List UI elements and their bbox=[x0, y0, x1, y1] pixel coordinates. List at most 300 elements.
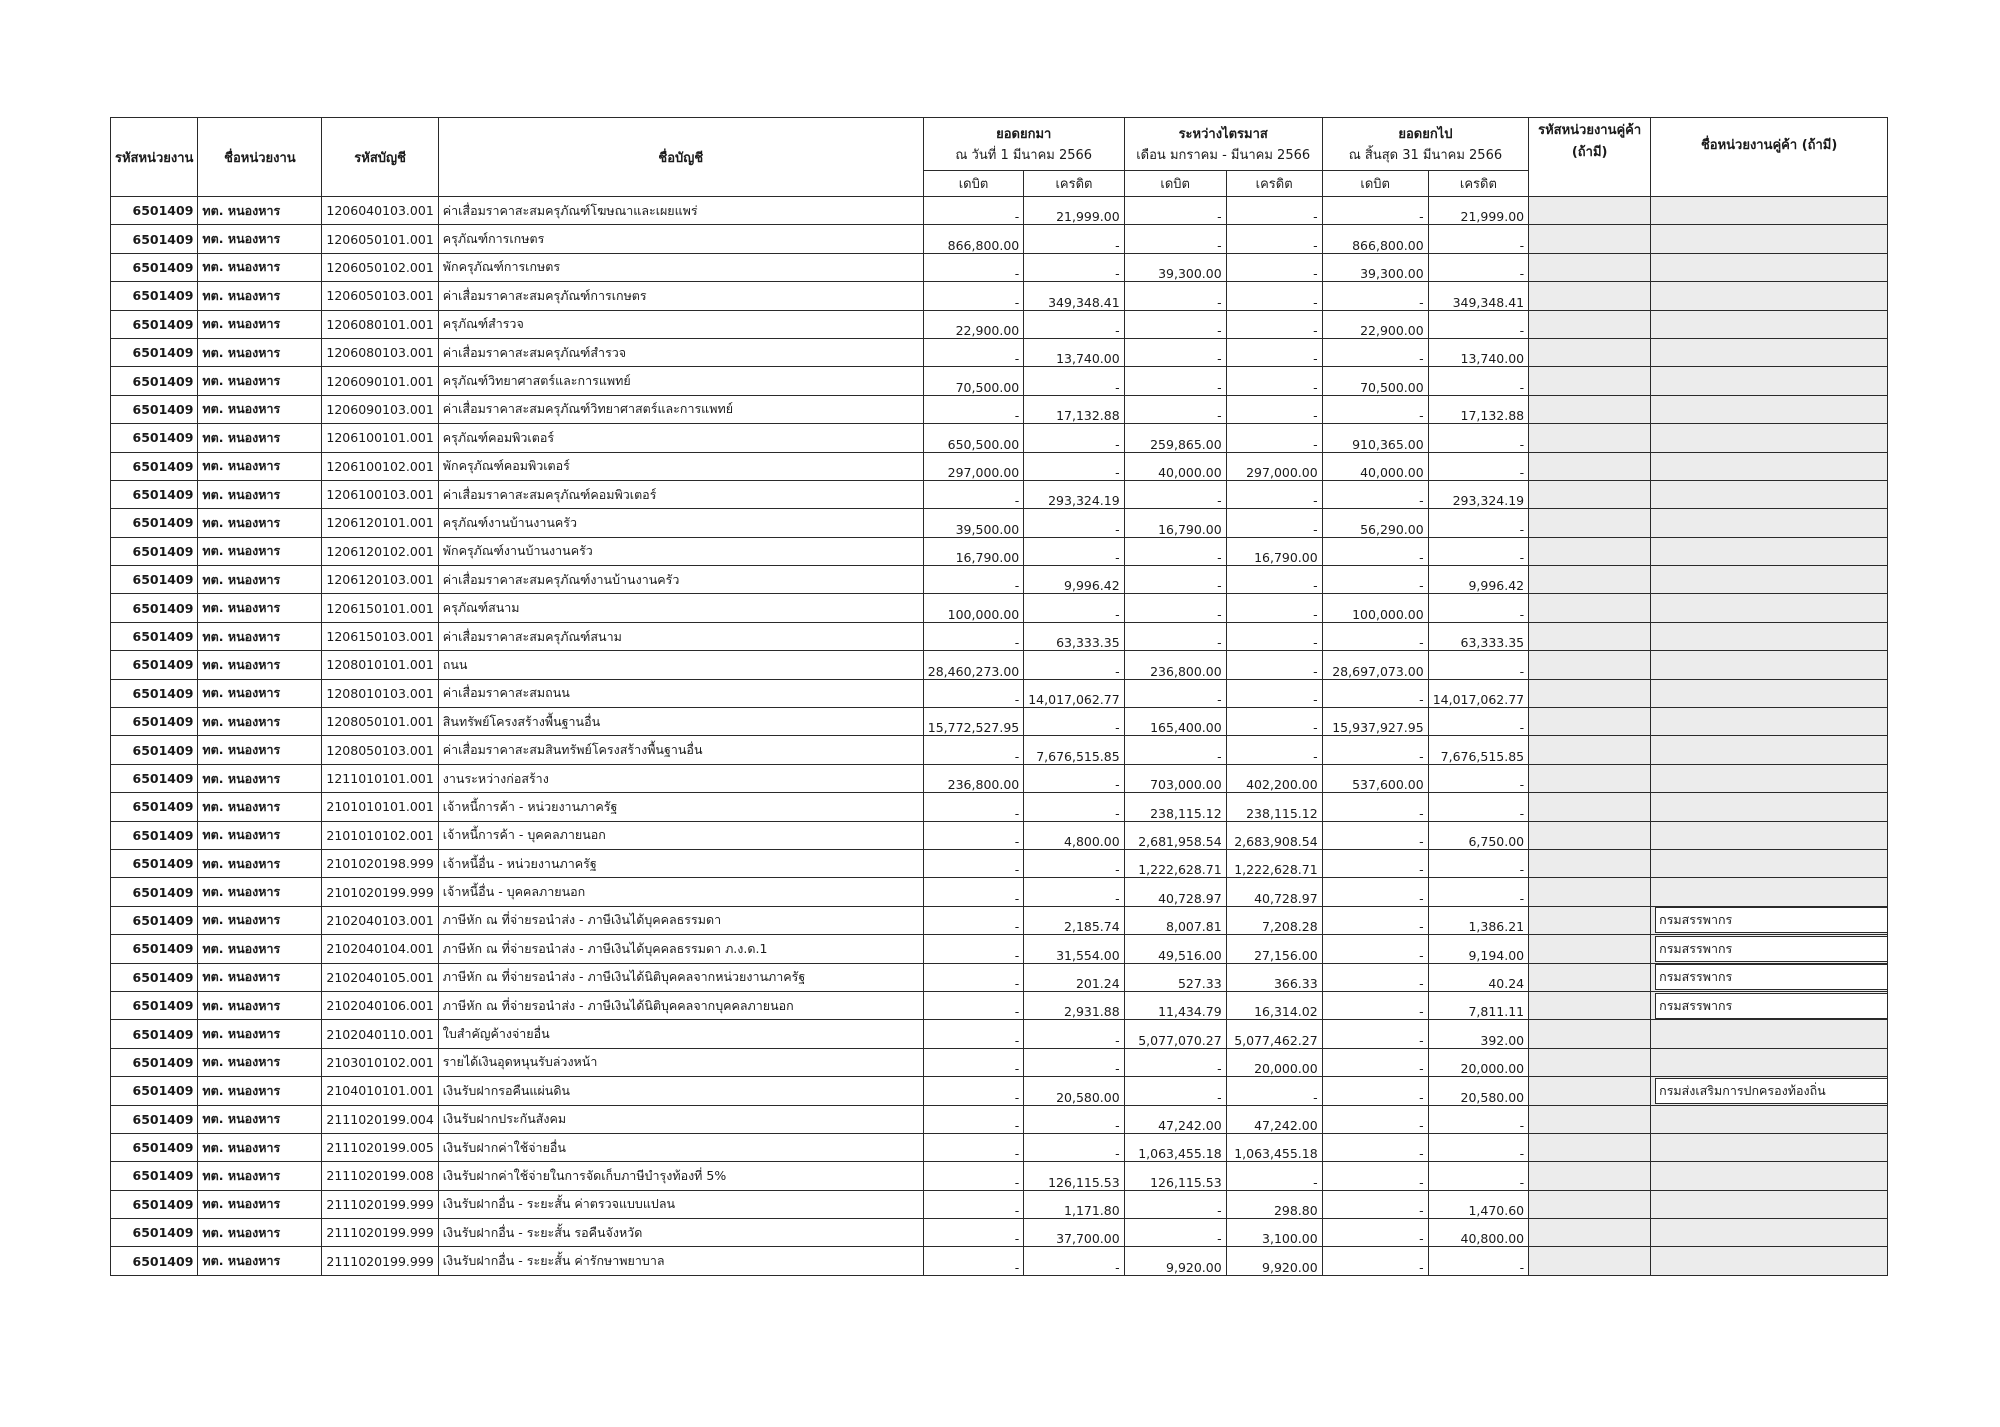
unit-code-cell: 6501409 bbox=[111, 197, 198, 225]
cf-credit-cell: - bbox=[1428, 424, 1528, 452]
account-name-cell: พักครุภัณฑ์คอมพิวเตอร์ bbox=[438, 452, 923, 480]
q-credit-cell: 20,000.00 bbox=[1226, 1048, 1322, 1076]
header-during-quarter bbox=[1124, 118, 1322, 171]
account-code-cell: 2101010101.001 bbox=[322, 793, 438, 821]
bf-credit-cell: - bbox=[1024, 793, 1124, 821]
unit-code-cell: 6501409 bbox=[111, 225, 198, 253]
account-code-cell: 1206100102.001 bbox=[322, 452, 438, 480]
unit-code-cell: 6501409 bbox=[111, 537, 198, 565]
account-name-cell: ครุภัณฑ์งานบ้านงานครัว bbox=[438, 509, 923, 537]
q-debit-cell: 5,077,070.27 bbox=[1124, 1020, 1226, 1048]
table-row bbox=[111, 367, 1888, 395]
partner-code-cell bbox=[1529, 338, 1651, 366]
q-debit-cell: 238,115.12 bbox=[1124, 793, 1226, 821]
partner-code-cell bbox=[1529, 736, 1651, 764]
partner-code-cell bbox=[1529, 878, 1651, 906]
cf-debit-cell: 15,937,927.95 bbox=[1322, 708, 1428, 736]
account-name-cell: เงินรับฝากอื่น - ระยะสั้น ค่าตรวจแบบแปลน bbox=[438, 1190, 923, 1218]
partner-code-cell bbox=[1529, 1077, 1651, 1105]
partner-code-cell bbox=[1529, 367, 1651, 395]
account-name-cell: เจ้าหนี้อื่น - บุคคลภายนอก bbox=[438, 878, 923, 906]
cf-debit-cell: - bbox=[1322, 963, 1428, 991]
partner-name-cell bbox=[1651, 395, 1888, 423]
table-row bbox=[111, 1105, 1888, 1133]
account-name-cell: ค่าเสื่อมราคาสะสมครุภัณฑ์การเกษตร bbox=[438, 282, 923, 310]
account-code-cell: 2102040105.001 bbox=[322, 963, 438, 991]
header-q-credit: เครดิต bbox=[1226, 171, 1322, 197]
account-code-cell: 2111020199.004 bbox=[322, 1105, 438, 1133]
table-row bbox=[111, 963, 1888, 991]
account-name-cell: ค่าเสื่อมราคาสะสมครุภัณฑ์คอมพิวเตอร์ bbox=[438, 480, 923, 508]
q-credit-cell: - bbox=[1226, 282, 1322, 310]
cf-credit-cell: 293,324.19 bbox=[1428, 480, 1528, 508]
cf-debit-cell: 537,600.00 bbox=[1322, 764, 1428, 792]
unit-name-cell: ทต. หนองหาร bbox=[198, 1105, 322, 1133]
unit-code-cell: 6501409 bbox=[111, 1247, 198, 1275]
account-code-cell: 1206050103.001 bbox=[322, 282, 438, 310]
unit-code-cell: 6501409 bbox=[111, 849, 198, 877]
table-row bbox=[111, 1190, 1888, 1218]
header-account-name: ชื่อบัญชี bbox=[438, 118, 923, 197]
q-debit-cell: 165,400.00 bbox=[1124, 708, 1226, 736]
partner-code-cell bbox=[1529, 310, 1651, 338]
partner-name-cell bbox=[1651, 906, 1888, 934]
partner-name-cell bbox=[1651, 1162, 1888, 1190]
account-code-cell: 2102040110.001 bbox=[322, 1020, 438, 1048]
bf-debit-cell: - bbox=[923, 736, 1023, 764]
q-credit-cell: - bbox=[1226, 253, 1322, 281]
bf-debit-cell: 28,460,273.00 bbox=[923, 651, 1023, 679]
header-unit-code: รหัสหน่วยงาน bbox=[111, 118, 198, 197]
unit-code-cell: 6501409 bbox=[111, 395, 198, 423]
bf-credit-cell: 9,996.42 bbox=[1024, 566, 1124, 594]
q-debit-cell: - bbox=[1124, 1048, 1226, 1076]
bf-credit-cell: - bbox=[1024, 253, 1124, 281]
cf-credit-cell: 63,333.35 bbox=[1428, 622, 1528, 650]
partner-name-cell bbox=[1651, 537, 1888, 565]
account-code-cell: 2111020199.999 bbox=[322, 1190, 438, 1218]
header-q-debit: เดบิต bbox=[1124, 171, 1226, 197]
q-debit-cell: 1,063,455.18 bbox=[1124, 1133, 1226, 1161]
cf-credit-cell: 20,580.00 bbox=[1428, 1077, 1528, 1105]
unit-name-cell: ทต. หนองหาร bbox=[198, 1247, 322, 1275]
cf-debit-cell: 100,000.00 bbox=[1322, 594, 1428, 622]
q-credit-cell: - bbox=[1226, 679, 1322, 707]
bf-debit-cell: - bbox=[923, 338, 1023, 366]
partner-code-cell bbox=[1529, 651, 1651, 679]
q-debit-cell: 259,865.00 bbox=[1124, 424, 1226, 452]
account-name-cell: สินทรัพย์โครงสร้างพื้นฐานอื่น bbox=[438, 708, 923, 736]
bf-credit-cell: - bbox=[1024, 1133, 1124, 1161]
account-name-cell: ครุภัณฑ์การเกษตร bbox=[438, 225, 923, 253]
bf-credit-cell: 20,580.00 bbox=[1024, 1077, 1124, 1105]
account-name-cell: เงินรับฝากอื่น - ระยะสั้น รอคืนจังหวัด bbox=[438, 1219, 923, 1247]
q-credit-cell: 5,077,462.27 bbox=[1226, 1020, 1322, 1048]
partner-code-cell bbox=[1529, 566, 1651, 594]
cf-credit-cell: 392.00 bbox=[1428, 1020, 1528, 1048]
bf-debit-cell: - bbox=[923, 197, 1023, 225]
q-debit-cell: 40,000.00 bbox=[1124, 452, 1226, 480]
unit-name-cell: ทต. หนองหาร bbox=[198, 651, 322, 679]
account-code-cell: 2101020198.999 bbox=[322, 849, 438, 877]
bf-debit-cell: - bbox=[923, 282, 1023, 310]
unit-name-cell: ทต. หนองหาร bbox=[198, 310, 322, 338]
bf-debit-cell: 297,000.00 bbox=[923, 452, 1023, 480]
cf-debit-cell: - bbox=[1322, 566, 1428, 594]
cf-debit-cell: - bbox=[1322, 849, 1428, 877]
q-debit-cell: - bbox=[1124, 395, 1226, 423]
account-name-cell: ครุภัณฑ์วิทยาศาสตร์และการแพทย์ bbox=[438, 367, 923, 395]
table-row bbox=[111, 594, 1888, 622]
bf-credit-cell: 13,740.00 bbox=[1024, 338, 1124, 366]
q-credit-cell: 297,000.00 bbox=[1226, 452, 1322, 480]
table-body bbox=[111, 197, 1888, 1276]
account-code-cell: 1206080103.001 bbox=[322, 338, 438, 366]
bf-credit-cell: - bbox=[1024, 537, 1124, 565]
q-debit-cell: 8,007.81 bbox=[1124, 906, 1226, 934]
q-credit-cell: - bbox=[1226, 708, 1322, 736]
q-credit-cell: 47,242.00 bbox=[1226, 1105, 1322, 1133]
partner-name-cell bbox=[1651, 878, 1888, 906]
bf-credit-cell: 7,676,515.85 bbox=[1024, 736, 1124, 764]
bf-debit-cell: - bbox=[923, 1048, 1023, 1076]
cf-debit-cell: - bbox=[1322, 197, 1428, 225]
cf-debit-cell: - bbox=[1322, 821, 1428, 849]
partner-code-cell bbox=[1529, 1219, 1651, 1247]
bf-debit-cell: - bbox=[923, 622, 1023, 650]
cf-credit-cell: - bbox=[1428, 310, 1528, 338]
unit-name-cell: ทต. หนองหาร bbox=[198, 622, 322, 650]
bf-debit-cell: - bbox=[923, 1077, 1023, 1105]
unit-code-cell: 6501409 bbox=[111, 1077, 198, 1105]
table-row bbox=[111, 509, 1888, 537]
q-debit-cell: 703,000.00 bbox=[1124, 764, 1226, 792]
cf-debit-cell: 70,500.00 bbox=[1322, 367, 1428, 395]
cf-credit-cell: 21,999.00 bbox=[1428, 197, 1528, 225]
partner-code-cell bbox=[1529, 1162, 1651, 1190]
partner-code-cell bbox=[1529, 253, 1651, 281]
account-code-cell: 1206050101.001 bbox=[322, 225, 438, 253]
partner-name-cell bbox=[1651, 253, 1888, 281]
partner-code-cell bbox=[1529, 849, 1651, 877]
bf-debit-cell: - bbox=[923, 793, 1023, 821]
partner-name-cell bbox=[1651, 282, 1888, 310]
cf-credit-cell: - bbox=[1428, 764, 1528, 792]
account-code-cell: 1206100103.001 bbox=[322, 480, 438, 508]
table-row bbox=[111, 764, 1888, 792]
unit-name-cell: ทต. หนองหาร bbox=[198, 991, 322, 1019]
bf-debit-cell: 39,500.00 bbox=[923, 509, 1023, 537]
table-row bbox=[111, 1020, 1888, 1048]
account-name-cell: เจ้าหนี้การค้า - หน่วยงานภาครัฐ bbox=[438, 793, 923, 821]
bf-credit-cell: - bbox=[1024, 310, 1124, 338]
unit-code-cell: 6501409 bbox=[111, 1133, 198, 1161]
bf-credit-cell: 201.24 bbox=[1024, 963, 1124, 991]
bf-credit-cell: - bbox=[1024, 651, 1124, 679]
table-row bbox=[111, 622, 1888, 650]
header-brought-forward-date: ณ วันที่ 1 มีนาคม 2566 bbox=[955, 148, 1093, 163]
cf-credit-cell: 13,740.00 bbox=[1428, 338, 1528, 366]
bf-credit-cell: 37,700.00 bbox=[1024, 1219, 1124, 1247]
unit-code-cell: 6501409 bbox=[111, 480, 198, 508]
partner-name-box: กรมสรรพากร bbox=[1655, 907, 1888, 933]
cf-credit-cell: - bbox=[1428, 253, 1528, 281]
table-row bbox=[111, 1219, 1888, 1247]
cf-debit-cell: 866,800.00 bbox=[1322, 225, 1428, 253]
bf-debit-cell: - bbox=[923, 906, 1023, 934]
bf-credit-cell: - bbox=[1024, 1247, 1124, 1275]
account-code-cell: 1208050101.001 bbox=[322, 708, 438, 736]
q-debit-cell: - bbox=[1124, 1077, 1226, 1105]
bf-credit-cell: - bbox=[1024, 225, 1124, 253]
bf-credit-cell: 63,333.35 bbox=[1024, 622, 1124, 650]
header-unit-name: ชื่อหน่วยงาน bbox=[198, 118, 322, 197]
q-credit-cell: - bbox=[1226, 622, 1322, 650]
table-row bbox=[111, 424, 1888, 452]
q-credit-cell: 1,063,455.18 bbox=[1226, 1133, 1322, 1161]
account-name-cell: ค่าเสื่อมราคาสะสมสินทรัพย์โครงสร้างพื้นฐานอื่น bbox=[438, 736, 923, 764]
account-code-cell: 1206120102.001 bbox=[322, 537, 438, 565]
account-code-cell: 2103010102.001 bbox=[322, 1048, 438, 1076]
cf-credit-cell: - bbox=[1428, 1162, 1528, 1190]
q-debit-cell: - bbox=[1124, 537, 1226, 565]
q-credit-cell: - bbox=[1226, 310, 1322, 338]
partner-name-cell bbox=[1651, 764, 1888, 792]
bf-debit-cell: 650,500.00 bbox=[923, 424, 1023, 452]
header-account-code: รหัสบัญชี bbox=[322, 118, 438, 197]
unit-name-cell: ทต. หนองหาร bbox=[198, 197, 322, 225]
header-bf-credit: เครดิต bbox=[1024, 171, 1124, 197]
cf-debit-cell: 910,365.00 bbox=[1322, 424, 1428, 452]
partner-code-cell bbox=[1529, 991, 1651, 1019]
table-row bbox=[111, 736, 1888, 764]
account-code-cell: 2111020199.008 bbox=[322, 1162, 438, 1190]
partner-code-cell bbox=[1529, 537, 1651, 565]
q-debit-cell: 2,681,958.54 bbox=[1124, 821, 1226, 849]
unit-code-cell: 6501409 bbox=[111, 736, 198, 764]
unit-code-cell: 6501409 bbox=[111, 1219, 198, 1247]
cf-credit-cell: 7,811.11 bbox=[1428, 991, 1528, 1019]
table-row bbox=[111, 566, 1888, 594]
q-credit-cell: - bbox=[1226, 1162, 1322, 1190]
bf-credit-cell: 21,999.00 bbox=[1024, 197, 1124, 225]
header-bf-debit: เดบิต bbox=[923, 171, 1023, 197]
partner-code-cell bbox=[1529, 225, 1651, 253]
q-credit-cell: - bbox=[1226, 1077, 1322, 1105]
unit-name-cell: ทต. หนองหาร bbox=[198, 1048, 322, 1076]
bf-credit-cell: 126,115.53 bbox=[1024, 1162, 1124, 1190]
partner-name-cell bbox=[1651, 424, 1888, 452]
cf-debit-cell: - bbox=[1322, 1219, 1428, 1247]
partner-name-cell bbox=[1651, 1077, 1888, 1105]
cf-credit-cell: 9,194.00 bbox=[1428, 935, 1528, 963]
account-code-cell: 1206100101.001 bbox=[322, 424, 438, 452]
q-debit-cell: - bbox=[1124, 310, 1226, 338]
q-debit-cell: 11,434.79 bbox=[1124, 991, 1226, 1019]
table-row bbox=[111, 651, 1888, 679]
account-name-cell: ค่าเสื่อมราคาสะสมครุภัณฑ์งานบ้านงานครัว bbox=[438, 566, 923, 594]
account-name-cell: รายได้เงินอุดหนุนรับล่วงหน้า bbox=[438, 1048, 923, 1076]
account-code-cell: 1211010101.001 bbox=[322, 764, 438, 792]
table-row bbox=[111, 1048, 1888, 1076]
unit-name-cell: ทต. หนองหาร bbox=[198, 1190, 322, 1218]
unit-name-cell: ทต. หนองหาร bbox=[198, 764, 322, 792]
partner-name-cell bbox=[1651, 708, 1888, 736]
q-credit-cell: 9,920.00 bbox=[1226, 1247, 1322, 1275]
bf-debit-cell: - bbox=[923, 480, 1023, 508]
account-name-cell: เงินรับฝากอื่น - ระยะสั้น ค่ารักษาพยาบาล bbox=[438, 1247, 923, 1275]
unit-code-cell: 6501409 bbox=[111, 651, 198, 679]
table-row bbox=[111, 310, 1888, 338]
unit-name-cell: ทต. หนองหาร bbox=[198, 537, 322, 565]
bf-credit-cell: - bbox=[1024, 452, 1124, 480]
q-debit-cell: 40,728.97 bbox=[1124, 878, 1226, 906]
unit-code-cell: 6501409 bbox=[111, 622, 198, 650]
unit-name-cell: ทต. หนองหาร bbox=[198, 1162, 322, 1190]
q-credit-cell: - bbox=[1226, 509, 1322, 537]
q-debit-cell: 9,920.00 bbox=[1124, 1247, 1226, 1275]
q-credit-cell: - bbox=[1226, 424, 1322, 452]
cf-credit-cell: - bbox=[1428, 878, 1528, 906]
cf-credit-cell: 1,386.21 bbox=[1428, 906, 1528, 934]
cf-debit-cell: - bbox=[1322, 793, 1428, 821]
q-credit-cell: - bbox=[1226, 480, 1322, 508]
q-credit-cell: 3,100.00 bbox=[1226, 1219, 1322, 1247]
q-credit-cell: 1,222,628.71 bbox=[1226, 849, 1322, 877]
bf-credit-cell: - bbox=[1024, 1020, 1124, 1048]
bf-credit-cell: - bbox=[1024, 509, 1124, 537]
partner-code-cell bbox=[1529, 793, 1651, 821]
unit-name-cell: ทต. หนองหาร bbox=[198, 679, 322, 707]
account-name-cell: ครุภัณฑ์คอมพิวเตอร์ bbox=[438, 424, 923, 452]
account-code-cell: 2102040104.001 bbox=[322, 935, 438, 963]
cf-debit-cell: 22,900.00 bbox=[1322, 310, 1428, 338]
partner-code-cell bbox=[1529, 1133, 1651, 1161]
unit-name-cell: ทต. หนองหาร bbox=[198, 1133, 322, 1161]
q-debit-cell: 1,222,628.71 bbox=[1124, 849, 1226, 877]
cf-debit-cell: - bbox=[1322, 1190, 1428, 1218]
account-code-cell: 2101020199.999 bbox=[322, 878, 438, 906]
account-name-cell: เงินรับฝากรอคืนแผ่นดิน bbox=[438, 1077, 923, 1105]
q-credit-cell: - bbox=[1226, 338, 1322, 366]
bf-debit-cell: - bbox=[923, 849, 1023, 877]
account-name-cell: เจ้าหนี้อื่น - หน่วยงานภาครัฐ bbox=[438, 849, 923, 877]
account-name-cell: เงินรับฝากค่าใช้จ่ายในการจัดเก็บภาษีบำรุงท้องที่ 5% bbox=[438, 1162, 923, 1190]
partner-code-cell bbox=[1529, 197, 1651, 225]
partner-code-cell bbox=[1529, 282, 1651, 310]
bf-debit-cell: - bbox=[923, 935, 1023, 963]
bf-debit-cell: 15,772,527.95 bbox=[923, 708, 1023, 736]
partner-name-box: กรมสรรพากร bbox=[1655, 964, 1888, 990]
partner-name-cell bbox=[1651, 338, 1888, 366]
partner-code-cell bbox=[1529, 452, 1651, 480]
header-carried-forward-date: ณ สิ้นสุด 31 มีนาคม 2566 bbox=[1348, 148, 1503, 163]
account-code-cell: 2101010102.001 bbox=[322, 821, 438, 849]
cf-credit-cell: 7,676,515.85 bbox=[1428, 736, 1528, 764]
q-debit-cell: - bbox=[1124, 1219, 1226, 1247]
table-row bbox=[111, 1247, 1888, 1275]
cf-debit-cell: - bbox=[1322, 679, 1428, 707]
partner-name-box: กรมส่งเสริมการปกครองท้องถิ่น bbox=[1655, 1078, 1888, 1104]
account-code-cell: 1206150103.001 bbox=[322, 622, 438, 650]
q-debit-cell: 527.33 bbox=[1124, 963, 1226, 991]
partner-code-cell bbox=[1529, 622, 1651, 650]
q-debit-cell: - bbox=[1124, 566, 1226, 594]
q-debit-cell: - bbox=[1124, 225, 1226, 253]
partner-name-cell bbox=[1651, 622, 1888, 650]
unit-code-cell: 6501409 bbox=[111, 452, 198, 480]
unit-name-cell: ทต. หนองหาร bbox=[198, 480, 322, 508]
partner-name-cell bbox=[1651, 225, 1888, 253]
table-row bbox=[111, 537, 1888, 565]
cf-debit-cell: - bbox=[1322, 282, 1428, 310]
partner-name-cell bbox=[1651, 509, 1888, 537]
partner-code-cell bbox=[1529, 1190, 1651, 1218]
q-credit-cell: 402,200.00 bbox=[1226, 764, 1322, 792]
header-carried-forward-title: ยอดยกไป bbox=[1398, 127, 1453, 142]
bf-debit-cell: - bbox=[923, 991, 1023, 1019]
unit-code-cell: 6501409 bbox=[111, 906, 198, 934]
bf-debit-cell: - bbox=[923, 963, 1023, 991]
account-name-cell: งานระหว่างก่อสร้าง bbox=[438, 764, 923, 792]
table-row bbox=[111, 338, 1888, 366]
cf-debit-cell: - bbox=[1322, 1105, 1428, 1133]
cf-debit-cell: - bbox=[1322, 1048, 1428, 1076]
bf-credit-cell: - bbox=[1024, 708, 1124, 736]
partner-name-cell bbox=[1651, 480, 1888, 508]
cf-debit-cell: - bbox=[1322, 906, 1428, 934]
unit-name-cell: ทต. หนองหาร bbox=[198, 509, 322, 537]
account-code-cell: 1206050102.001 bbox=[322, 253, 438, 281]
partner-code-cell bbox=[1529, 509, 1651, 537]
unit-name-cell: ทต. หนองหาร bbox=[198, 282, 322, 310]
cf-credit-cell: 9,996.42 bbox=[1428, 566, 1528, 594]
account-name-cell: ค่าเสื่อมราคาสะสมครุภัณฑ์วิทยาศาสตร์และการแพทย์ bbox=[438, 395, 923, 423]
table-row bbox=[111, 253, 1888, 281]
table-row bbox=[111, 452, 1888, 480]
bf-debit-cell: 16,790.00 bbox=[923, 537, 1023, 565]
unit-code-cell: 6501409 bbox=[111, 1048, 198, 1076]
account-code-cell: 2111020199.999 bbox=[322, 1247, 438, 1275]
partner-code-cell bbox=[1529, 963, 1651, 991]
unit-name-cell: ทต. หนองหาร bbox=[198, 338, 322, 366]
unit-code-cell: 6501409 bbox=[111, 282, 198, 310]
bf-debit-cell: - bbox=[923, 821, 1023, 849]
unit-name-cell: ทต. หนองหาร bbox=[198, 963, 322, 991]
partner-code-cell bbox=[1529, 1048, 1651, 1076]
bf-credit-cell: - bbox=[1024, 878, 1124, 906]
partner-name-cell bbox=[1651, 566, 1888, 594]
cf-credit-cell: 1,470.60 bbox=[1428, 1190, 1528, 1218]
unit-name-cell: ทต. หนองหาร bbox=[198, 1020, 322, 1048]
account-name-cell: ภาษีหัก ณ ที่จ่ายรอนำส่ง - ภาษีเงินได้นิติบุคคลจากบุคคลภายนอก bbox=[438, 991, 923, 1019]
table-row bbox=[111, 679, 1888, 707]
cf-credit-cell: - bbox=[1428, 537, 1528, 565]
account-name-cell: เงินรับฝากค่าใช้จ่ายอื่น bbox=[438, 1133, 923, 1161]
unit-name-cell: ทต. หนองหาร bbox=[198, 736, 322, 764]
q-credit-cell: - bbox=[1226, 594, 1322, 622]
unit-name-cell: ทต. หนองหาร bbox=[198, 1077, 322, 1105]
bf-debit-cell: - bbox=[923, 679, 1023, 707]
unit-name-cell: ทต. หนองหาร bbox=[198, 395, 322, 423]
q-debit-cell: - bbox=[1124, 736, 1226, 764]
account-code-cell: 1208050103.001 bbox=[322, 736, 438, 764]
q-credit-cell: 16,790.00 bbox=[1226, 537, 1322, 565]
q-credit-cell: - bbox=[1226, 225, 1322, 253]
header-carried-forward bbox=[1322, 118, 1528, 171]
bf-debit-cell: 236,800.00 bbox=[923, 764, 1023, 792]
bf-credit-cell: 1,171.80 bbox=[1024, 1190, 1124, 1218]
